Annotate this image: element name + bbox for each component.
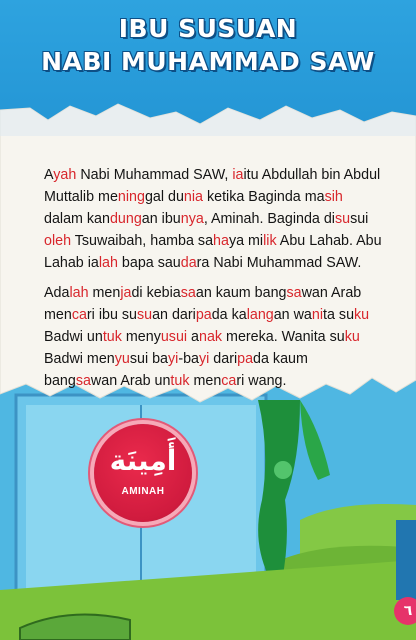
text-segment: ri wang. — [236, 373, 287, 389]
highlighted-syllable: yi — [168, 351, 179, 367]
highlighted-syllable: nia — [183, 189, 203, 205]
curtain-tie — [274, 461, 292, 479]
text-segment: a — [187, 329, 200, 345]
highlighted-syllable: usui — [160, 329, 188, 345]
text-segment: bapa sau — [117, 255, 181, 271]
text-segment: ketika Baginda ma — [203, 189, 325, 205]
paragraph-2 — [44, 282, 384, 392]
text-segment: , Aminah. Baginda di — [203, 211, 335, 227]
text-segment: Badwi men — [44, 351, 115, 367]
text-segment: Abu Lahab. Abu Lahab ia — [44, 233, 382, 271]
highlighted-syllable: da — [180, 255, 197, 271]
text-segment: men — [189, 373, 222, 389]
text-segment: Ada — [44, 285, 70, 301]
highlighted-syllable: ku — [354, 307, 370, 323]
text-segment: sui — [350, 211, 369, 227]
badge-arabic-text: أَمِينَة — [109, 444, 177, 477]
highlighted-syllable: pa — [195, 307, 212, 323]
text-segment: meny — [121, 329, 161, 345]
highlighted-syllable: oleh — [44, 233, 72, 249]
highlighted-syllable: pa — [237, 351, 254, 367]
text-segment: an ibu — [141, 211, 181, 227]
text-segment: dari — [209, 351, 238, 367]
page-number: ٦ — [394, 597, 416, 625]
highlighted-syllable: lah — [98, 255, 118, 271]
highlighted-syllable: lik — [263, 233, 277, 249]
text-segment: Badwi un — [44, 329, 103, 345]
highlighted-syllable: ca — [221, 373, 237, 389]
name-badge — [94, 424, 192, 522]
highlighted-syllable: yu — [114, 351, 130, 367]
text-segment: da ka — [211, 307, 247, 323]
highlighted-syllable: sa — [180, 285, 196, 301]
text-segment: ra Nabi Muhammad SAW. — [196, 255, 362, 271]
text-segment: wan Arab men — [44, 285, 362, 323]
title-line-2: NABI MUHAMMAD SAW — [41, 47, 375, 76]
highlighted-syllable: sih — [324, 189, 343, 205]
highlighted-syllable: nya — [180, 211, 204, 227]
highlighted-syllable: yi — [199, 351, 210, 367]
text-segment: di kebia — [131, 285, 181, 301]
text-segment: sui ba — [129, 351, 168, 367]
text-segment: itu Abdullah bin Abdul Muttalib me — [44, 167, 381, 205]
highlighted-syllable: dung — [109, 211, 142, 227]
text-segment: gal du — [144, 189, 184, 205]
highlighted-syllable: tuk — [170, 373, 190, 389]
text-segment: Nabi Muhammad SAW, — [76, 167, 233, 183]
highlighted-syllable: ia — [232, 167, 244, 183]
text-segment: ya mi — [228, 233, 264, 249]
page-title — [0, 12, 416, 78]
text-segment: wan Arab un — [90, 373, 171, 389]
text-segment: men — [88, 285, 121, 301]
badge-latin-text: AMINAH — [121, 486, 165, 497]
highlighted-syllable: su — [334, 211, 351, 227]
text-segment: da kaum bang — [44, 351, 308, 389]
highlighted-syllable: tuk — [102, 329, 122, 345]
text-segment: an kaum bang — [195, 285, 287, 301]
text-segment: Tsuwaibah, hamba sa — [71, 233, 214, 249]
highlighted-syllable: lah — [69, 285, 89, 301]
text-segment: dalam kan — [44, 211, 110, 227]
highlighted-syllable: ha — [213, 233, 229, 249]
text-segment: ta su — [323, 307, 355, 323]
text-segment: mereka. Wanita su — [222, 329, 345, 345]
text-segment: an wa — [273, 307, 312, 323]
text-segment: A — [44, 167, 54, 183]
highlighted-syllable: su — [136, 307, 153, 323]
paragraph-1 — [44, 164, 384, 274]
text-segment: ri ibu su — [86, 307, 137, 323]
title-line-1: IBU SUSUAN — [118, 14, 298, 43]
highlighted-syllable: nak — [199, 329, 223, 345]
highlighted-syllable: lang — [246, 307, 274, 323]
highlighted-syllable: ning — [117, 189, 145, 205]
highlighted-syllable: ca — [71, 307, 87, 323]
highlighted-syllable: ja — [120, 285, 132, 301]
highlighted-syllable: sa — [75, 373, 91, 389]
text-segment: -ba — [178, 351, 199, 367]
highlighted-syllable: ni — [311, 307, 324, 323]
highlighted-syllable: sa — [286, 285, 302, 301]
highlighted-syllable: yah — [53, 167, 77, 183]
text-segment: an dari — [152, 307, 196, 323]
highlighted-syllable: ku — [344, 329, 360, 345]
